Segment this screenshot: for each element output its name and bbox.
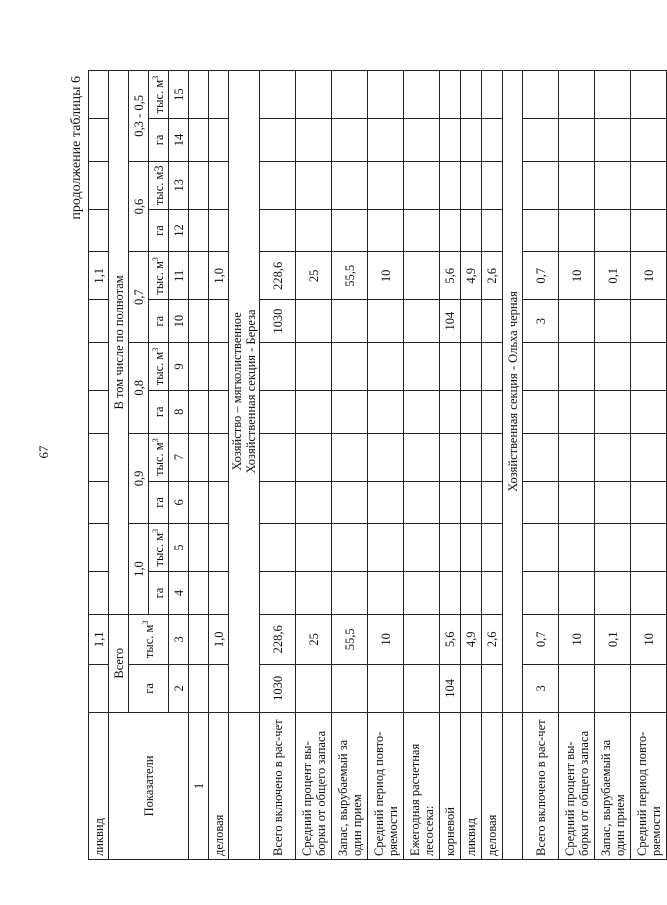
column-number: 10 [169,300,189,343]
header-k-m3: тыс. $м^3$ [149,524,169,572]
cell [523,481,559,524]
cell [523,524,559,572]
column-number: 14 [169,119,189,162]
cell [461,664,482,712]
cell [559,572,595,615]
cell [332,390,368,433]
cell [332,342,368,390]
cell [523,342,559,390]
cell [631,71,667,119]
header-k-m3-plain: тыс. м3 [149,161,169,209]
cell [631,209,667,252]
column-number: 13 [169,161,189,209]
cell [482,481,503,524]
cell [296,390,332,433]
cell: 25 [296,252,332,300]
cell: 104 [440,300,461,343]
density-0-3-0-5: 0,3 - 0,5 [129,71,149,162]
cell [461,524,482,572]
cell [595,481,631,524]
cell: 3 [523,664,559,712]
cell: 1,1 [89,614,109,664]
table-row [368,71,404,860]
table-row [482,71,503,860]
cell [559,524,595,572]
cell [404,209,440,252]
cell [559,481,595,524]
header-k-m3: тыс. $м^3$ [149,342,169,390]
cell [332,300,368,343]
cell [461,161,482,209]
section-row [229,71,260,860]
cell [440,209,461,252]
table-caption: продолжение таблицы 6 [69,76,84,220]
header-k-m3: тыс. $м^3$ [149,433,169,481]
cell [595,572,631,615]
cell [332,572,368,615]
cell [482,119,503,162]
cell [404,342,440,390]
header-k-m3: тыс. $м^3$ [129,614,169,664]
header-ha: га [149,390,169,433]
cell [559,119,595,162]
density-0-9: 0,9 [129,433,149,524]
header-row-1 [109,71,129,860]
cell [595,524,631,572]
cell [332,433,368,481]
cell [368,161,404,209]
cell [296,119,332,162]
cell [440,342,461,390]
cell [559,71,595,119]
row-label: Средний период повто-ряемости [631,712,667,859]
cell [523,71,559,119]
cell [260,433,296,481]
cell [260,119,296,162]
cell [296,481,332,524]
row-label: Запас, вырубаемый за один прием [332,712,368,859]
cell: 10 [559,614,595,664]
table-row [523,71,559,860]
section-title: Хозяйственная секция - Ольха черная [503,71,523,713]
header-k-m3: тыс. $м^3$ [149,71,169,119]
top-row-likvid [89,71,109,860]
cell [631,119,667,162]
table-row [260,71,296,860]
rotated-table-page [68,70,663,860]
cell [368,524,404,572]
cell [482,664,503,712]
cell [631,664,667,712]
row-label: Всего включено в рас-чет [523,712,559,859]
cell [523,209,559,252]
cell [440,433,461,481]
cell [296,71,332,119]
cell [404,664,440,712]
cell [559,161,595,209]
cell [296,161,332,209]
cell [595,71,631,119]
cell [368,209,404,252]
cell [296,572,332,615]
header-total: Всего [109,614,129,712]
cell [595,119,631,162]
cell [559,209,595,252]
cell [296,342,332,390]
cell [559,664,595,712]
cell [595,664,631,712]
row-label: Запас, вырубаемый за один прием [595,712,631,859]
density-0-8: 0,8 [129,342,149,433]
cell [440,572,461,615]
row-label: деловая [482,712,503,859]
data-table [88,70,667,860]
cell [404,119,440,162]
header-k-m3: тыс. $м^3$ [149,252,169,300]
cell [461,342,482,390]
cell [482,572,503,615]
table-row [296,71,332,860]
cell: 0,1 [595,614,631,664]
cell [595,433,631,481]
cell: 1030 [260,300,296,343]
header-ha: га [129,664,169,712]
table-row [559,71,595,860]
cell: 0,1 [595,252,631,300]
cell: 3 [523,300,559,343]
cell [523,119,559,162]
column-number: 15 [169,71,189,119]
cell: 10 [368,614,404,664]
cell [482,209,503,252]
cell [631,524,667,572]
cell [404,524,440,572]
cell [296,664,332,712]
cell [482,71,503,119]
cell [523,433,559,481]
cell [404,481,440,524]
cell [332,119,368,162]
cell [368,390,404,433]
cell [482,342,503,390]
header-ha: га [149,572,169,615]
cell [260,390,296,433]
density-0-6: 0,6 [129,161,149,252]
page-number: 67 [36,445,51,459]
cell: 0,7 [523,252,559,300]
cell [404,614,440,664]
cell [296,300,332,343]
cell [404,252,440,300]
cell [260,524,296,572]
table-row [332,71,368,860]
cell [368,71,404,119]
cell: 1,1 [89,252,109,300]
cell [461,390,482,433]
cell [260,342,296,390]
section-row [503,71,523,860]
header-ha: га [149,209,169,252]
cell: 10 [631,614,667,664]
column-number: 5 [169,524,189,572]
column-number: 6 [169,481,189,524]
cell [595,300,631,343]
cell [260,572,296,615]
column-number: 3 [169,614,189,664]
cell [296,209,332,252]
cell [595,390,631,433]
cell: 2,6 [482,252,503,300]
cell [368,572,404,615]
table-row [404,71,440,860]
cell [332,664,368,712]
table-row [461,71,482,860]
header-ha: га [149,300,169,343]
cell [461,572,482,615]
cell: 25 [296,614,332,664]
cell: 5,6 [440,614,461,664]
cell: 0,7 [523,614,559,664]
cell [368,342,404,390]
cell: 1,0 [209,252,229,300]
cell: 104 [440,664,461,712]
header-in-density: В том числе по полнотам [109,71,129,615]
cell [461,119,482,162]
cell: 4,9 [461,614,482,664]
column-number: 1 [189,712,209,859]
cell: 5,6 [440,252,461,300]
header-ha: га [149,119,169,162]
cell [482,433,503,481]
top-row-delovaya [209,71,229,860]
row-label: корневой [440,712,461,859]
cell [631,342,667,390]
table-row [631,71,667,860]
cell [461,209,482,252]
density-0-7: 0,7 [129,252,149,343]
column-number: 2 [169,664,189,712]
cell [523,161,559,209]
section-title: Хозяйство – мягколиственное Хозяйственная секция - Береза [229,71,260,713]
cell [332,161,368,209]
cell [368,119,404,162]
cell [523,390,559,433]
cell [332,209,368,252]
cell: 4,9 [461,252,482,300]
cell [260,209,296,252]
column-number: 11 [169,252,189,300]
cell [631,433,667,481]
cell: 2,6 [482,614,503,664]
cell [404,161,440,209]
cell [595,342,631,390]
row-label: Средний процент вы-борки от общего запаса [296,712,332,859]
cell [332,524,368,572]
cell: 10 [368,252,404,300]
row-label: ликвид [461,712,482,859]
row-label: Ежегодная расчетная лесосека: [404,712,440,859]
cell [631,572,667,615]
column-number: 8 [169,390,189,433]
column-number: 9 [169,342,189,390]
header-ha: га [149,481,169,524]
column-number: 4 [169,572,189,615]
cell [368,664,404,712]
cell: 228,6 [260,614,296,664]
cell [404,71,440,119]
cell: 228,6 [260,252,296,300]
cell [260,161,296,209]
cell [559,390,595,433]
cell [260,71,296,119]
cell [631,481,667,524]
cell [631,300,667,343]
cell [440,390,461,433]
cell: 55,5 [332,252,368,300]
cell [296,524,332,572]
cell: 10 [631,252,667,300]
cell [461,71,482,119]
cell: 55,5 [332,614,368,664]
cell [404,433,440,481]
cell [368,300,404,343]
cell [404,300,440,343]
cell [461,433,482,481]
cell [595,209,631,252]
cell [482,161,503,209]
cell [332,71,368,119]
column-number: 12 [169,209,189,252]
cell [523,572,559,615]
cell [482,390,503,433]
cell [440,71,461,119]
density-1-0: 1,0 [129,524,149,615]
cell: 1,0 [209,614,229,664]
cell [461,481,482,524]
cell [404,572,440,615]
row-label: Всего включено в рас-чет [260,712,296,859]
cell: 1030 [260,664,296,712]
cell [440,119,461,162]
cell [559,300,595,343]
cell [482,524,503,572]
row-label: деловая [209,712,229,859]
cell [559,342,595,390]
cell [332,481,368,524]
cell [631,161,667,209]
colnum-label-row [189,71,209,860]
cell [368,433,404,481]
cell [404,390,440,433]
row-label: Средний период повто-ряемости [368,712,404,859]
cell [440,524,461,572]
cell [461,300,482,343]
row-label: Средний процент вы-борки от общего запаса [559,712,595,859]
cell [559,433,595,481]
table-row [595,71,631,860]
cell [296,433,332,481]
header-indicators: Показатели [109,712,189,859]
cell [631,390,667,433]
column-number: 7 [169,433,189,481]
row-label: ликвид [89,712,109,859]
cell [595,161,631,209]
cell [440,161,461,209]
cell [368,481,404,524]
cell [482,300,503,343]
cell: 10 [559,252,595,300]
table-row [440,71,461,860]
cell [440,481,461,524]
cell [260,481,296,524]
